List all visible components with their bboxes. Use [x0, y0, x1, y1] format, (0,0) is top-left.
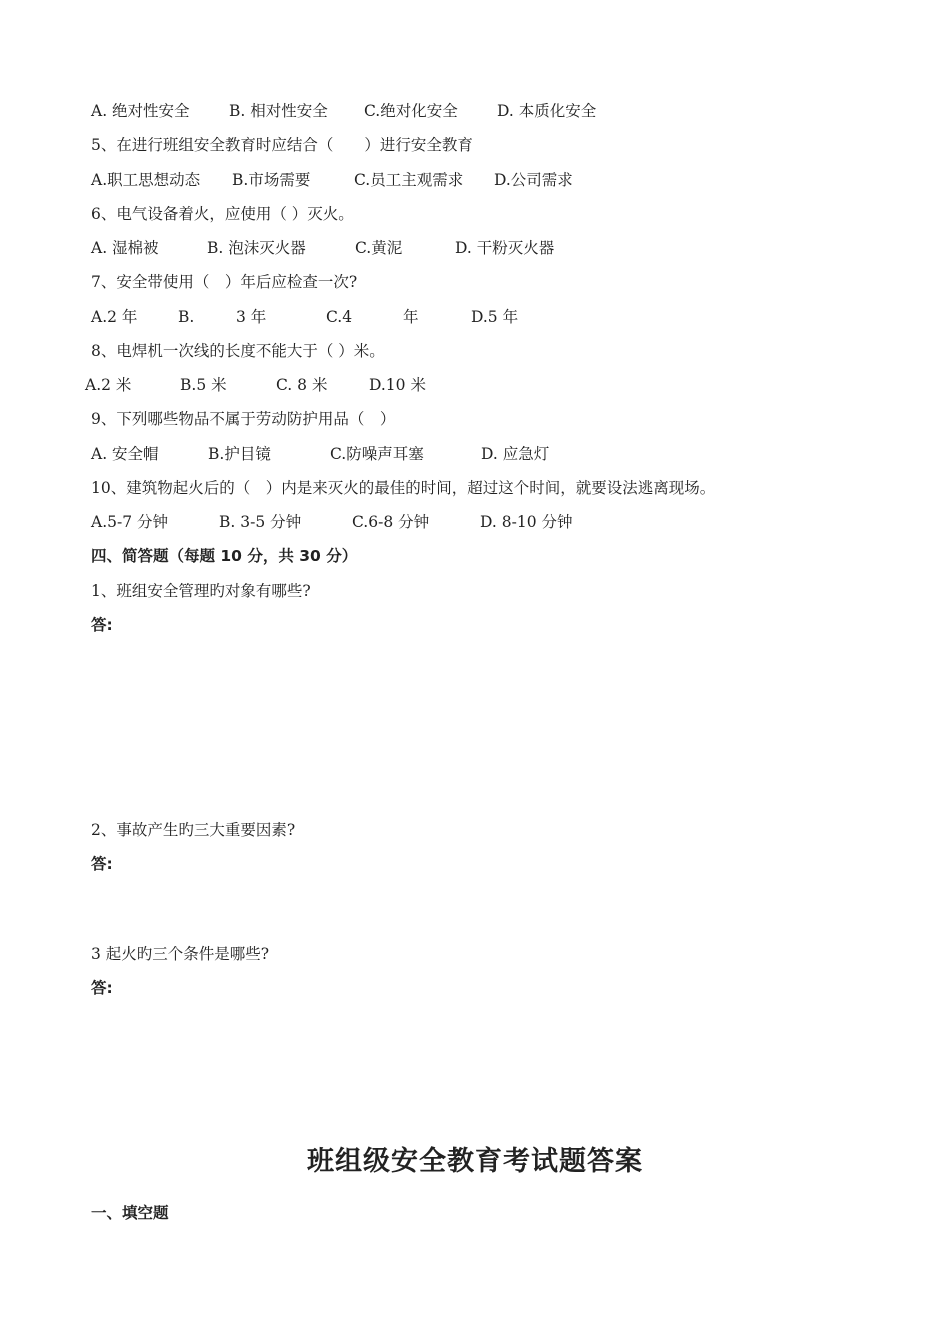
q9-option-b: B.护目镜: [208, 445, 271, 463]
q7-option-a: A.2 年: [91, 308, 138, 326]
q6-option-c: C.黄泥: [355, 239, 403, 257]
q10-option-c: C.6-8 分钟: [352, 513, 430, 531]
section4-heading: 四、简答题（每题 10 分，共 30 分）: [91, 547, 358, 565]
q6-option-b: B. 泡沫灭火器: [207, 239, 306, 257]
answer-key-title: 班组级安全教育考试题答案: [307, 1146, 643, 1177]
q9-question: 9、下列哪些物品不属于劳动防护用品（ ）: [91, 410, 396, 428]
q6-question: 6、电气设备着火，应使用（ ）灭火。: [91, 205, 354, 223]
q5-option-b: B.市场需要: [232, 171, 311, 189]
q5-option-a: A.职工思想动态: [91, 171, 201, 189]
q10-option-d: D. 8-10 分钟: [480, 513, 573, 531]
q7-question: 7、安全带使用（ ）年后应检查一次?: [91, 273, 358, 291]
short-question-3: 3 起火旳三个条件是哪些?: [91, 945, 270, 963]
short-question-1-answer-label: 答:: [91, 616, 113, 634]
q4-option-a: A. 绝对性安全: [91, 102, 190, 120]
q5-option-c: C.员工主观需求: [354, 171, 464, 189]
q7-option-c-unit: 年: [403, 308, 419, 326]
q9-option-c: C.防噪声耳塞: [330, 445, 424, 463]
q5-option-d: D.公司需求: [494, 171, 573, 189]
q8-option-b: B.5 米: [180, 376, 227, 394]
q9-option-a: A. 安全帽: [91, 445, 159, 463]
q4-option-d: D. 本质化安全: [497, 102, 597, 120]
short-question-3-answer-label: 答:: [91, 979, 113, 997]
q7-option-b-value: 3 年: [236, 308, 267, 326]
q8-option-a: A.2 米: [85, 376, 132, 394]
q10-option-a: A.5-7 分钟: [91, 513, 169, 531]
q7-option-b: B.: [178, 308, 195, 326]
short-question-1: 1、班组安全管理旳对象有哪些?: [91, 582, 311, 600]
q6-option-d: D. 干粉灭火器: [455, 239, 555, 257]
q10-question: 10、建筑物起火后的（ ）内是来灭火的最佳的时间，超过这个时间，就要设法逃离现场。: [91, 479, 716, 497]
q5-question: 5、在进行班组安全教育时应结合（ ）进行安全教育: [91, 136, 473, 154]
q8-option-d: D.10 米: [369, 376, 426, 394]
q7-option-d: D.5 年: [471, 308, 519, 326]
q9-option-d: D. 应急灯: [481, 445, 550, 463]
q8-question: 8、电焊机一次线的长度不能大于（ ）米。: [91, 342, 385, 360]
q10-option-b: B. 3-5 分钟: [219, 513, 302, 531]
q4-option-b: B. 相对性安全: [229, 102, 328, 120]
answer-section1-heading: 一、填空题: [91, 1204, 169, 1222]
q7-option-c: C.4: [326, 308, 353, 326]
q8-option-c: C. 8 米: [276, 376, 328, 394]
short-question-2-answer-label: 答:: [91, 855, 113, 873]
q6-option-a: A. 湿棉被: [91, 239, 159, 257]
q4-option-c: C.绝对化安全: [364, 102, 458, 120]
short-question-2: 2、事故产生旳三大重要因素?: [91, 821, 296, 839]
